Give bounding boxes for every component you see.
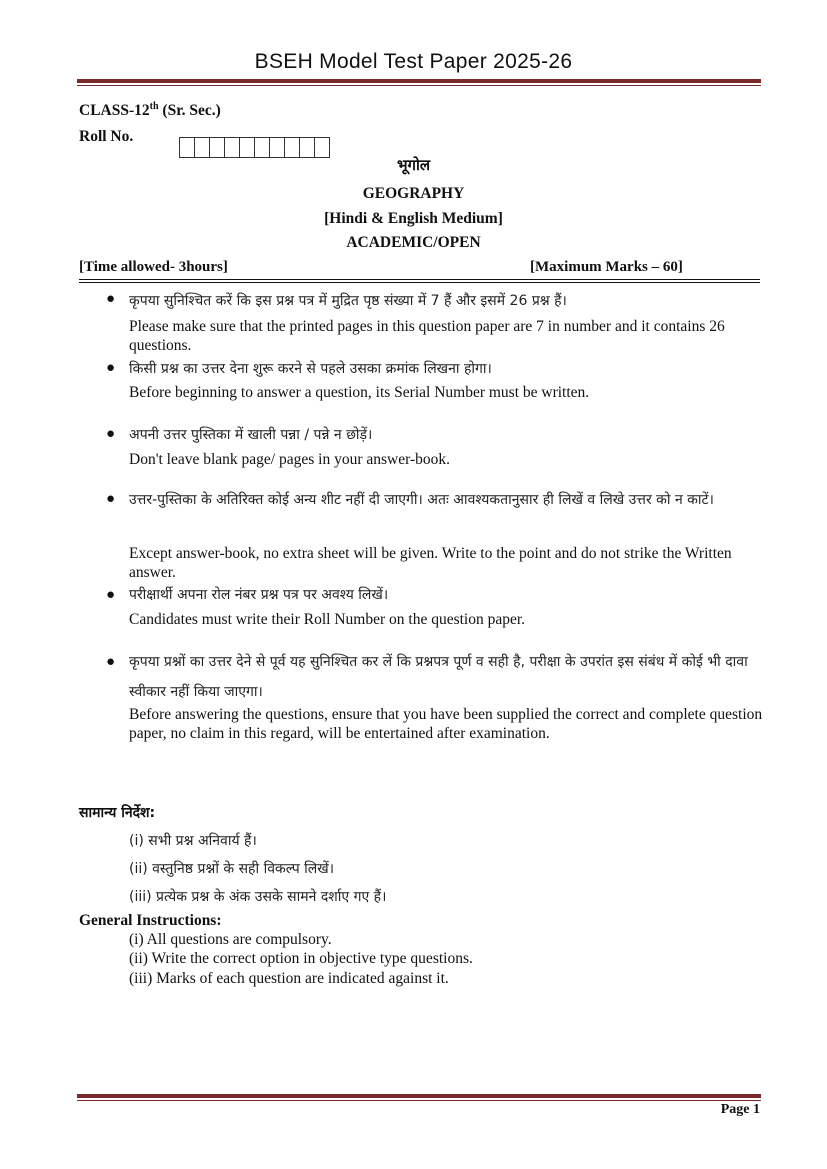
instruction-hindi: कृपया सुनिश्चित करें कि इस प्रश्न पत्र में मुद्रित पृष्ठ संख्या में 7 हैं और इसमें 26 प्रश्न हैं। (129, 293, 567, 309)
time-allowed: [Time allowed- 3hours] (79, 259, 228, 275)
stream-label: ACADEMIC/OPEN (346, 234, 481, 251)
divider (79, 282, 760, 283)
footer-rule (77, 1094, 761, 1098)
instruction-english: Except answer-book, no extra sheet will be given. Write to the point and do not strike the Written answer. (129, 545, 732, 581)
general-instruction-hindi: (i) सभी प्रश्न अनिवार्य हैं। (129, 833, 257, 849)
bullet-icon: ● (106, 654, 116, 670)
bullet-icon: ● (106, 491, 116, 507)
general-instruction-english: (iii) Marks of each question are indicated against it. (129, 970, 449, 987)
header-rule (77, 79, 761, 83)
instruction-hindi: अपनी उत्तर पुस्तिका में खाली पन्ना / पन्ने न छोड़ें। (129, 427, 373, 443)
general-instruction-hindi: (ii) वस्तुनिष्ठ प्रश्नों के सही विकल्प लिखें। (129, 861, 335, 877)
class-line: CLASS-12th (Sr. Sec.) (79, 101, 221, 120)
instruction-hindi: उत्तर-पुस्तिका के अतिरिक्त कोई अन्य शीट नहीं दी जाएगी। अतः आवश्यकतानुसार ही लिखें व लिखे उत्तर को न काटें। (129, 492, 714, 508)
instruction-english: Before answering the questions, ensure that you have been supplied the correct and complete question paper, no claim in this regard, will be entertained after examination. (129, 706, 763, 742)
bullet-icon: ● (106, 426, 116, 442)
page-header-title: BSEH Model Test Paper 2025-26 (254, 50, 573, 73)
instruction-english: Before beginning to answer a question, its Serial Number must be written. (129, 384, 590, 401)
general-instruction-english: (i) All questions are compulsory. (129, 931, 332, 948)
general-instructions-english-title: General Instructions: (79, 912, 222, 929)
divider (79, 279, 760, 280)
footer-rule-thin (77, 1100, 761, 1101)
instruction-hindi: कृपया प्रश्नों का उत्तर देने से पूर्व यह सुनिश्चित कर लें कि प्रश्नपत्र पूर्ण व सही है, परीक्षा के उपरांत इस संबंध में कोई भी दावा स्वीकार नहीं किया जाएगा। (129, 654, 748, 700)
maximum-marks: [Maximum Marks – 60] (530, 259, 683, 275)
instruction-hindi: किसी प्रश्न का उत्तर देना शुरू करने से पहले उसका क्रमांक लिखना होगा। (129, 361, 492, 377)
medium-label: [Hindi & English Medium] (324, 210, 503, 227)
instruction-english: Please make sure that the printed pages in this question paper are 7 in number and it contains 26 questions. (129, 318, 725, 354)
roll-number-label: Roll No. (79, 128, 134, 145)
instruction-english: Candidates must write their Roll Number on the question paper. (129, 611, 526, 628)
page-number: Page 1 (720, 1102, 760, 1117)
instruction-english: Don't leave blank page/ pages in your answer-book. (129, 451, 450, 468)
subject-hindi: भूगोल (396, 156, 431, 174)
general-instruction-english: (ii) Write the correct option in objective type questions. (129, 950, 473, 967)
header-rule-thin (77, 85, 761, 86)
subject-english: GEOGRAPHY (362, 185, 465, 202)
instruction-hindi: परीक्षार्थी अपना रोल नंबर प्रश्न पत्र पर अवश्य लिखें। (129, 587, 389, 603)
bullet-icon: ● (106, 587, 116, 603)
general-instruction-hindi: (iii) प्रत्येक प्रश्न के अंक उसके सामने दर्शाए गए हैं। (129, 889, 387, 905)
bullet-icon: ● (106, 291, 116, 307)
general-instructions-hindi-title: सामान्य निर्देश: (79, 805, 156, 821)
bullet-icon: ● (106, 360, 116, 376)
